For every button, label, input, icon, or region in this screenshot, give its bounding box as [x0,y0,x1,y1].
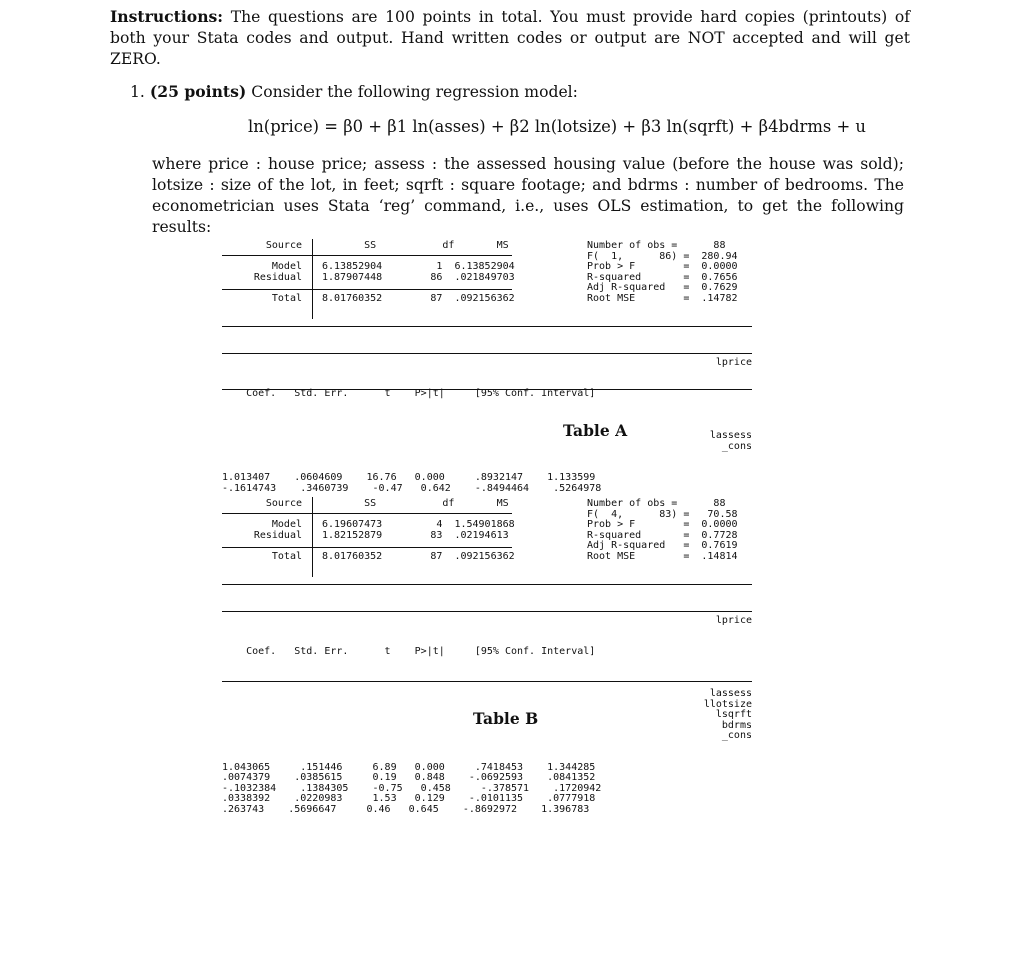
table-a-rule-mid [222,353,752,354]
table-b-coef-header: Coef. Std. Err. t P>|t| [95% Conf. Interval] [222,646,596,657]
table-a-model-stats: Number of obs = 88 F( 1, 86) = 280.94 Prob > F = 0.0000 R-squared = 0.7656 Adj R-squared = 0.7629 Root MSE = .14782 [587,240,738,304]
question-prompt: Consider the following regression model: [251,83,578,101]
table-a-dependent-var: lprice [715,356,752,368]
table-b-regressors: lassess llotsize lsqrft bdrms _cons [703,688,752,741]
table-a-anova-divider [312,239,313,319]
table-a-caption: Table A [563,421,628,440]
table-a-rule-bottom [222,389,752,390]
instructions-text: The questions are 100 points in total. You must provide hard copies (printouts) of both your Stata codes and output. Hand written codes or output are NOT accepted and will get ZERO. [110,8,910,68]
question-points: (25 points) [149,82,247,101]
question-number: 1. [130,83,145,101]
instructions-paragraph [110,6,910,70]
table-b-rule-bottom [222,681,752,682]
table-a-anova-values: SS df MS 6.13852904 1 6.13852904 1.87907448 86 .021849703 8.01760352 87 .092156362 [322,240,515,304]
table-a-rule-top [222,326,752,327]
table-a-regressors: lassess _cons [709,430,752,452]
table-b-rule-mid [222,611,752,612]
instructions-label: Instructions: [110,7,224,26]
table-b-anova-divider [312,497,313,577]
table-b-caption: Table B [473,709,539,728]
table-a-anova-sources: Source Model Residual Total [253,240,302,304]
table-a-coef-header: Coef. Std. Err. t P>|t| [95% Conf. Interval] [222,388,596,399]
table-b-model-stats: Number of obs = 88 F( 4, 83) = 70.58 Prob > F = 0.0000 R-squared = 0.7728 Adj R-squared = 0.7619 Root MSE = .14814 [587,498,738,562]
table-b-anova-values: SS df MS 6.19607473 4 1.54901868 1.82152879 83 .02194613 8.01760352 87 .092156362 [322,498,515,562]
table-b-coef-rows: 1.043065 .151446 6.89 0.000 .7418453 1.344285 .0074379 .0385615 0.19 0.848 -.0692593 .0841352 -.1032384 .1384305 -0.75 0.458 -.378571 .1720942 .0338392 .0220983 1.53 0.129 -.0101135 .0777918 .263743 .5696647 0.46 0.645 -.8692972 1.396783 [222,761,602,815]
table-b-rule-top [222,584,752,585]
table-b-anova [222,499,752,577]
variable-definitions: where price : house price; assess : the assessed housing value (before the house was sold); lotsize : size of the lot, in feet; sqrft : square footage; and bdrms : number of bedrooms. The econometrician uses Stata ‘reg’ command, i.e., uses OLS estimation, to get the following results: [152,155,904,236]
table-b-dependent-var: lprice [715,614,752,626]
table-a-anova [222,241,752,319]
question-heading [130,82,578,101]
table-a-coef-rows: 1.013407 .0604609 16.76 0.000 .8932147 1.133599 -.1614743 .3460739 -0.47 0.642 -.8494464 .5264978 [222,472,602,494]
regression-equation: ln(price) = β0 + β1 ln(asses) + β2 ln(lotsize) + β3 ln(sqrft) + β4bdrms + u [248,117,866,136]
table-b-anova-sources: Source Model Residual Total [253,498,302,562]
table-b-coef-divider [222,847,752,944]
